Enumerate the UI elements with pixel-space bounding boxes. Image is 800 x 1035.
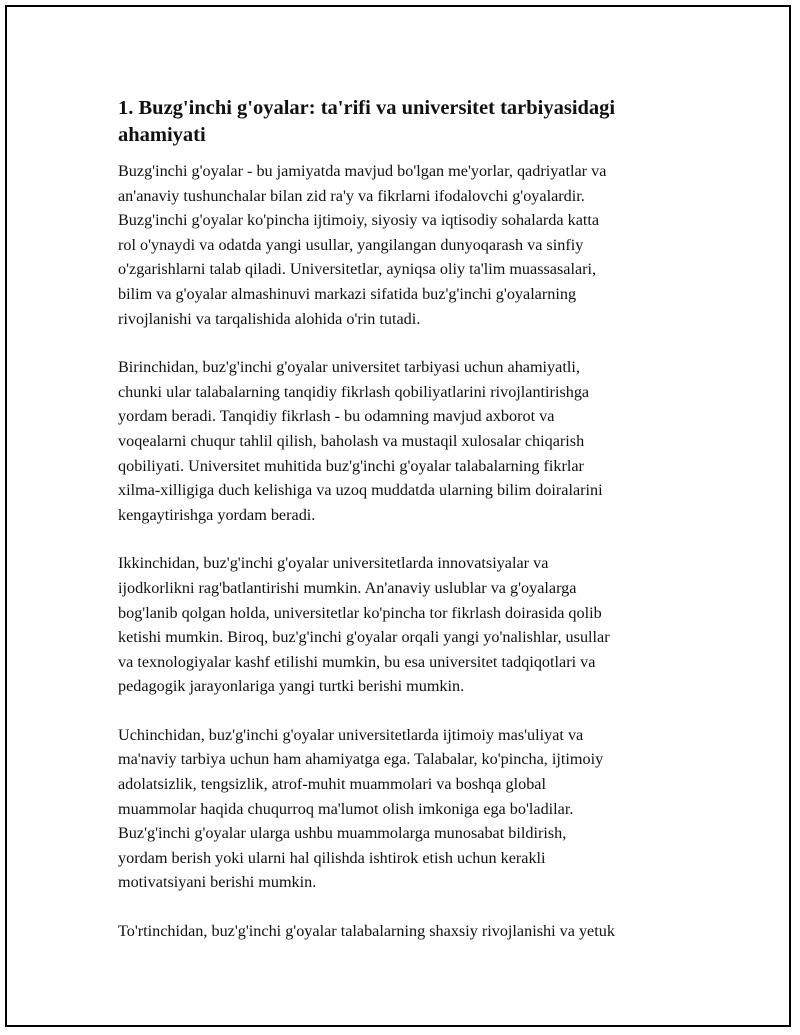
paragraph-definition [118, 159, 688, 331]
text-line: ma'naviy tarbiya uchun ham ahamiyatga ega. Talabalar, ko'pincha, ijtimoiy [118, 750, 604, 769]
section-heading [118, 95, 688, 149]
text-line: pedagogik jarayonlariga yangi turtki berishi mumkin. [118, 677, 465, 696]
text-line: xilma-xilligiga duch kelishiga va uzoq muddatda ularning bilim doiralarini [118, 481, 603, 500]
text-line: adolatsizlik, tengsizlik, atrof-muhit muammolari va boshqa global [118, 775, 546, 794]
text-line: motivatsiyani berishi mumkin. [118, 873, 317, 892]
text-line: va texnologiyalar kashf etilishi mumkin, bu esa universitet tadqiqotlari va [118, 652, 596, 671]
paragraph-fourth [118, 919, 688, 944]
text-line: rivojlanishi va tarqalishida alohida o'rin tutadi. [118, 309, 421, 328]
text-line: bilim va g'oyalar almashinuvi markazi sifatida buz'g'inchi g'oyalarning [118, 284, 577, 303]
paragraph-second [118, 551, 688, 699]
text-line: rol o'ynaydi va odatda yangi usullar, yangilangan dunyoqarash va sinfiy [118, 235, 584, 254]
text-line: bog'lanib qolgan holda, universitetlar ko'pincha tor fikrlash doirasida qolib [118, 603, 602, 622]
text-line: Birinchidan, buz'g'inchi g'oyalar universitet tarbiyasi uchun ahamiyatli, [118, 358, 580, 377]
text-line: ketishi mumkin. Biroq, buz'g'inchi g'oyalar orqali yangi yo'nalishlar, usullar [118, 628, 610, 647]
document-body [118, 95, 688, 968]
text-line: Buz'g'inchi g'oyalar ularga ushbu muammolarga munosabat bildirish, [118, 824, 567, 843]
text-line: ijodkorlikni rag'batlantirishi mumkin. An'anaviy uslublar va g'oyalarga [118, 578, 577, 597]
text-line: Buzg'inchi g'oyalar - bu jamiyatda mavjud bo'lgan me'yorlar, qadriyatlar va [118, 162, 607, 180]
text-line: kengaytirishga yordam beradi. [118, 505, 316, 524]
text-line: Ikkinchidan, buz'g'inchi g'oyalar universitetlarda innovatsiyalar va [118, 554, 549, 573]
text-line: voqealarni chuqur tahlil qilish, baholash va mustaqil xulosalar chiqarish [118, 431, 585, 450]
text-line: yordam beradi. Tanqidiy fikrlash - bu odamning mavjud axborot va [118, 407, 555, 426]
heading-line: ahamiyati [118, 124, 206, 146]
text-line: Buzg'inchi g'oyalar ko'pincha ijtimoiy, siyosiy va iqtisodiy sohalarda katta [118, 211, 600, 230]
heading-line: 1. Buzg'inchi g'oyalar: ta'rifi va universitet tarbiyasidagi [118, 97, 616, 119]
text-line: o'zgarishlarni talab qiladi. Universitetlar, ayniqsa oliy ta'lim muassasalari, [118, 260, 597, 279]
text-line: To'rtinchidan, buz'g'inchi g'oyalar talabalarning shaxsiy rivojlanishi va yetuk [118, 922, 615, 941]
text-line: Uchinchidan, buz'g'inchi g'oyalar universitetlarda ijtimoiy mas'uliyat va [118, 725, 584, 744]
text-line: chunki ular talabalarning tanqidiy fikrlash qobiliyatlarini rivojlantirishga [118, 382, 590, 401]
text-line: muammolar haqida chuqurroq ma'lumot olish imkoniga ega bo'ladilar. [118, 799, 574, 818]
text-line: yordam berish yoki ularni hal qilishda ishtirok etish uchun kerakli [118, 848, 546, 867]
paragraph-third [118, 723, 688, 895]
text-line: qobiliyati. Universitet muhitida buz'g'inchi g'oyalar talabalarning fikrlar [118, 456, 584, 475]
paragraph-first [118, 355, 688, 527]
text-line: an'anaviy tushunchalar bilan zid ra'y va fikrlarni ifodalovchi g'oyalardir. [118, 186, 585, 205]
